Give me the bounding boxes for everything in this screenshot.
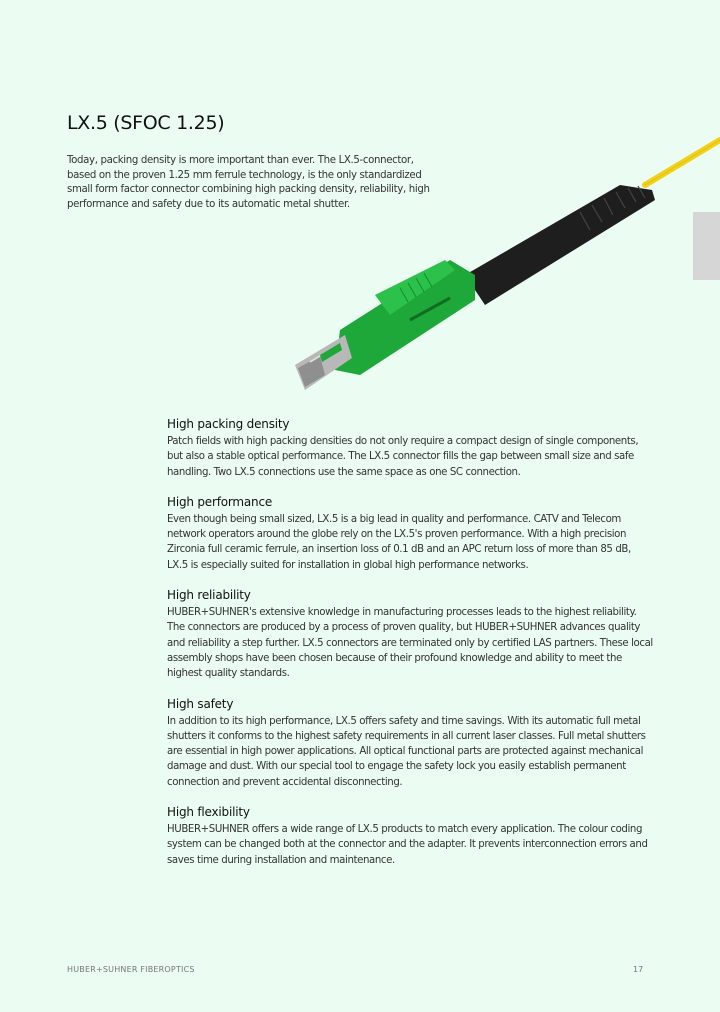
feature-sections — [167, 417, 653, 883]
section-high-reliability — [167, 588, 653, 681]
intro-paragraph: Today, packing density is more important than ever. The LX.5-connector, based on the proven 1.25 mm ferrule technology, is the only standardized small form factor connector combining high packing density, reliability, high performance and safety due to its automatic metal shutter. — [67, 155, 430, 210]
section-body: Even though being small sized, LX.5 is a big lead in quality and performance. CATV and Telecom network operators around the globe rely on the LX.5's proven performance. With a high precision Zirconia full ceramic ferrule, an insertion loss of 0.1 dB and an APC return loss of more than 85 dB, LX.5 is especially suited for installation in global high performance networks. — [167, 513, 631, 571]
section-high-packing-density — [167, 417, 653, 480]
section-heading: High flexibility — [167, 805, 250, 820]
section-high-safety — [167, 697, 653, 790]
section-body: HUBER+SUHNER's extensive knowledge in manufacturing processes leads to the highest reliability. The connectors are produced by a process of proven quality, but HUBER+SUHNER advances quality and reliability a step further. LX.5 connectors are terminated only by certified LAS partners. These local assembly shops have been chosen because of their profound knowledge and ability to meet the highest quality standards. — [167, 607, 653, 680]
section-heading: High performance — [167, 494, 273, 509]
section-heading: High packing density — [167, 417, 290, 431]
section-high-performance — [167, 495, 653, 573]
connector-image — [280, 130, 720, 400]
section-high-flexibility — [167, 805, 653, 868]
page-number: 17 — [633, 965, 644, 974]
section-body: Patch fields with high packing densities do not only require a compact design of single components, but also a stable optical performance. The LX.5 connector fills the gap between small size and safe handling. Two LX.5 connections use the same space as one SC connection. — [167, 436, 639, 478]
section-heading: High safety — [167, 696, 234, 711]
section-body: In addition to its high performance, LX.5 offers safety and time savings. With its automatic full metal shutters it conforms to the highest safety requirements in all current laser classes. Full metal shutters are essential in high power applications. All optical functional parts are protected against mechanical damage and dust. With our special tool to engage the safety lock you easily establish permanent connection and prevent accidental disconnecting. — [167, 715, 646, 788]
section-heading: High reliability — [167, 588, 251, 603]
footer-brand: HUBER+SUHNER FIBEROPTICS — [67, 965, 195, 974]
page-title: LX.5 (SFOC 1.25) — [67, 112, 225, 134]
section-body: HUBER+SUHNER offers a wide range of LX.5 products to match every application. The colour coding system can be changed both at the connector and the adapter. It prevents interconnection errors and saves time during installation and maintenance. — [167, 824, 648, 866]
